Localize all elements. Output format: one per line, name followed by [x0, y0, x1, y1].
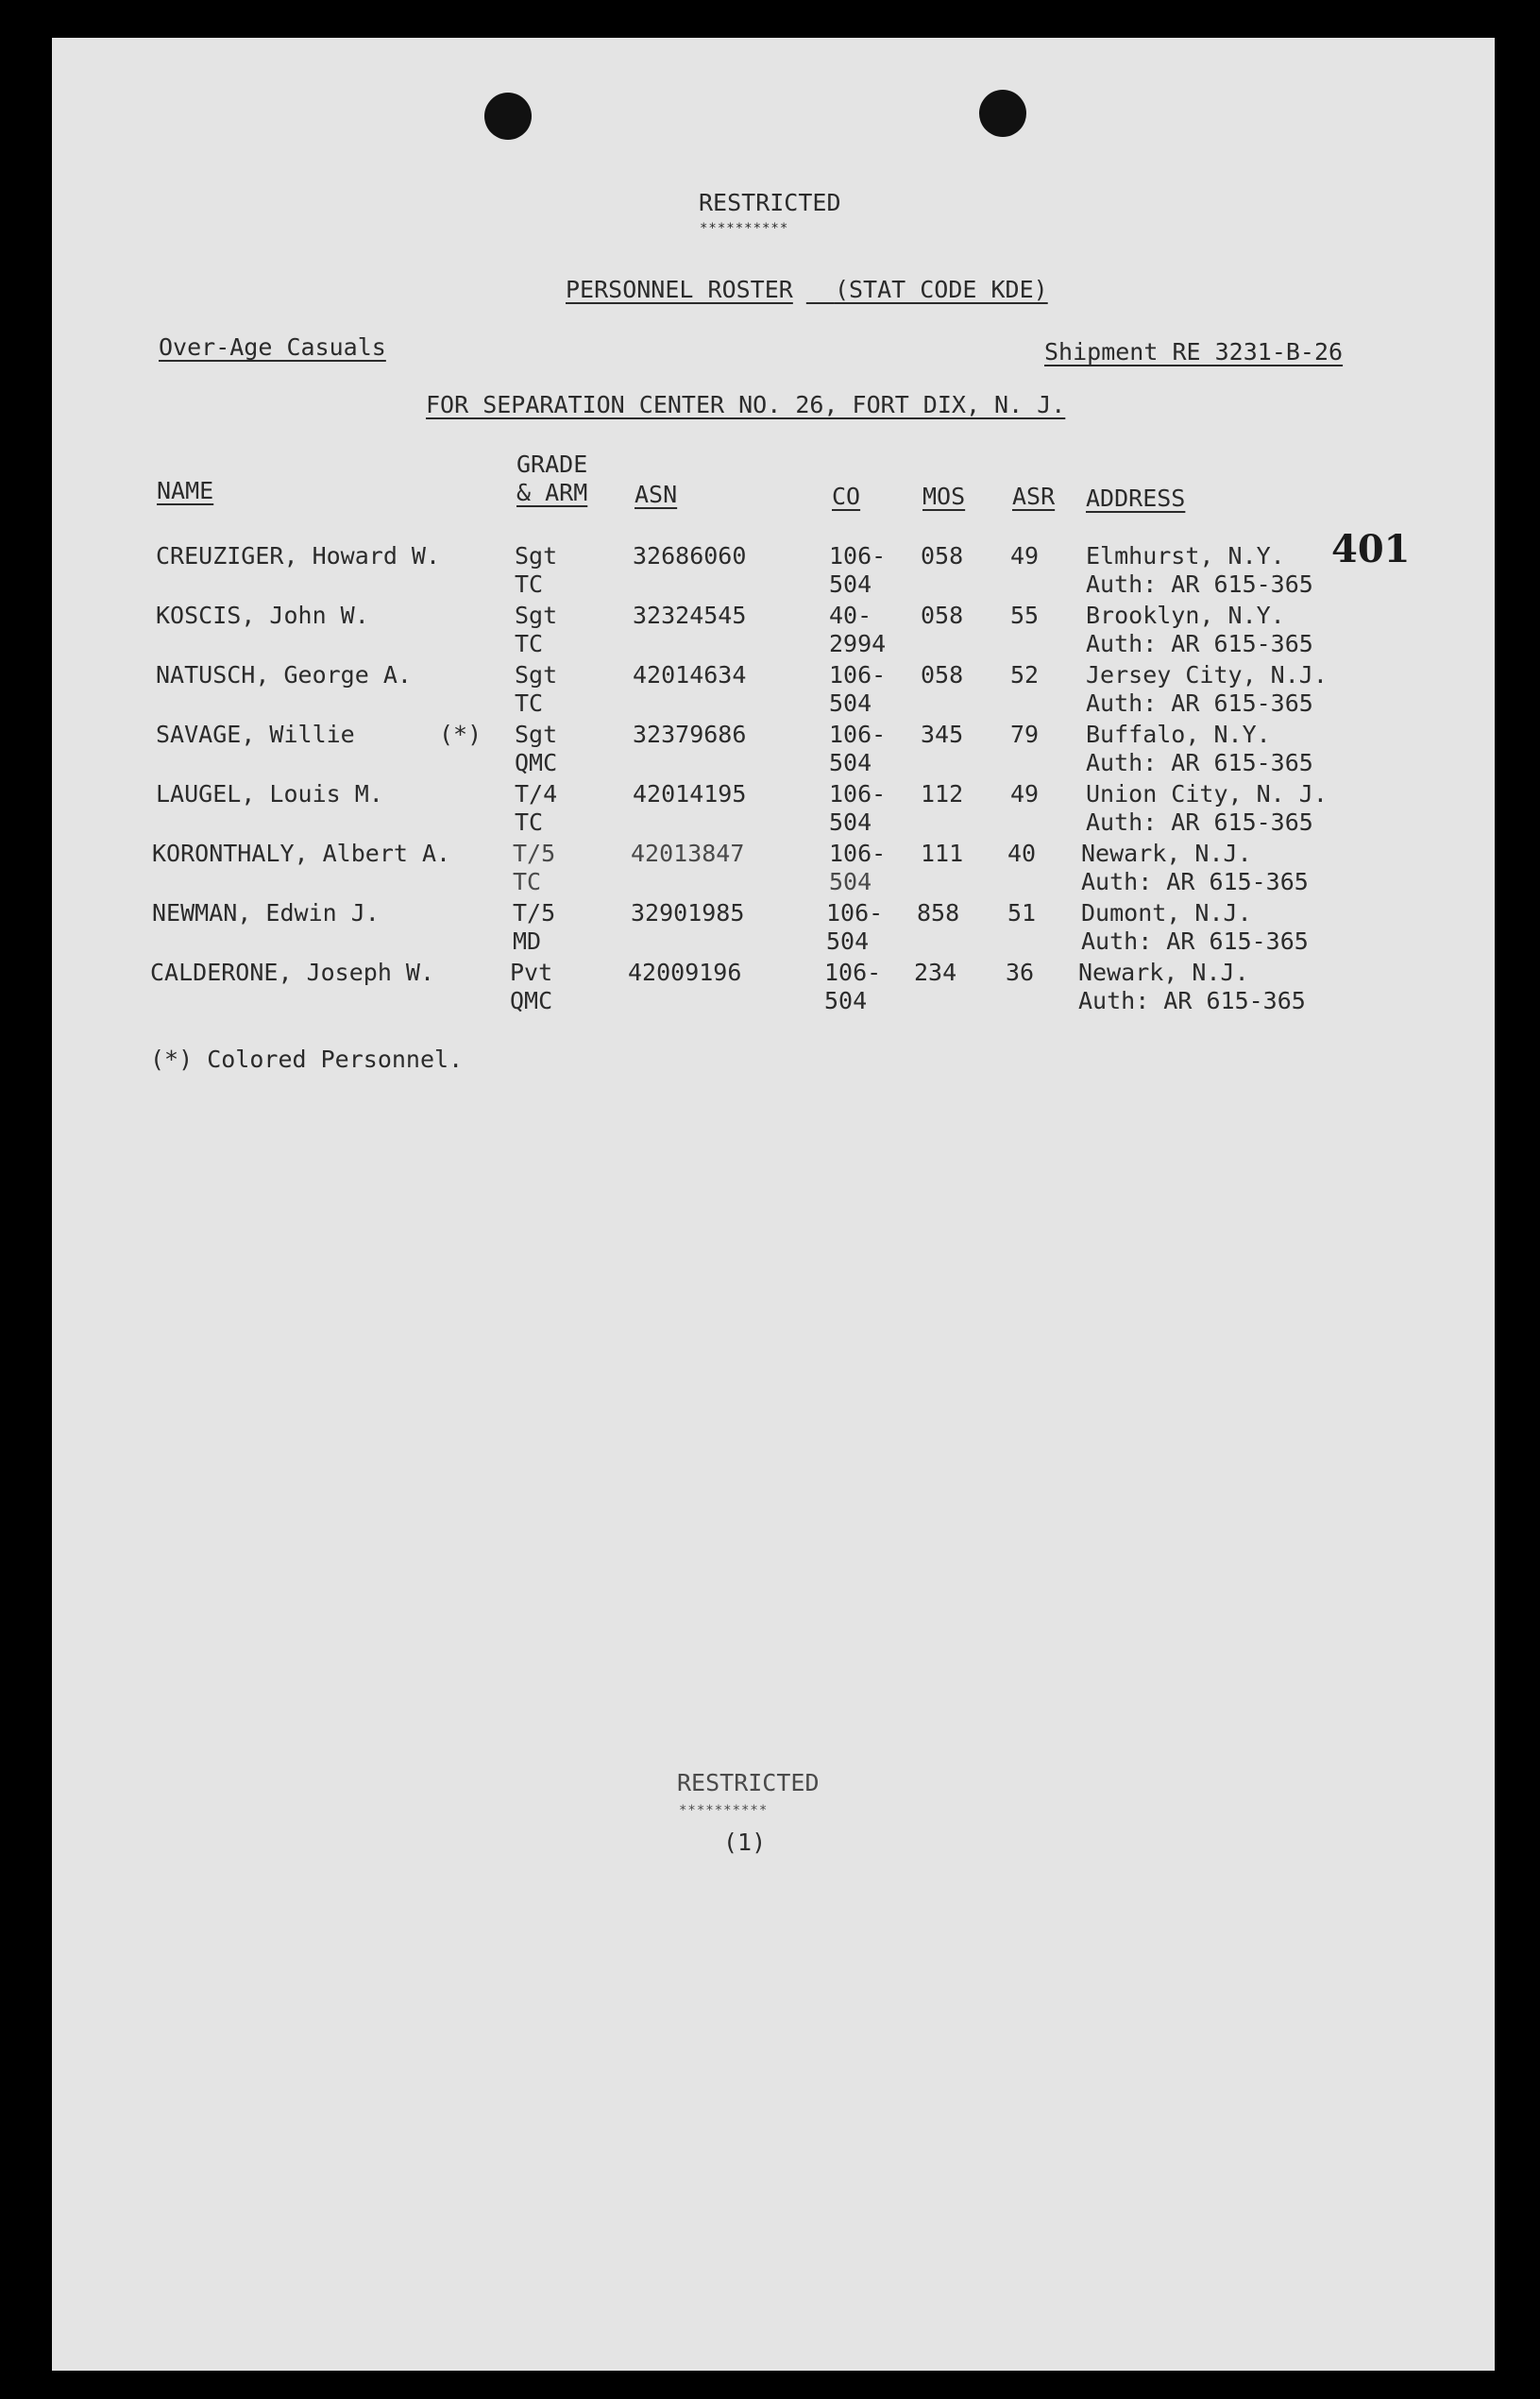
row-name: NEWMAN, Edwin J.	[152, 899, 380, 927]
shipment-label: Shipment RE 3231-B-26	[1044, 338, 1344, 366]
col-header-mos: MOS	[922, 483, 966, 510]
col-header-name: NAME	[157, 477, 214, 504]
row-mark: (*)	[439, 721, 482, 748]
roster-title-spacer	[793, 276, 835, 303]
row-co-line1: 106-	[826, 899, 884, 927]
row-arm-text: QMC	[510, 987, 553, 1014]
row-grade	[513, 899, 555, 956]
row-co-line1: 106-	[824, 959, 882, 986]
row-auth-text: Auth: AR 615-365	[1086, 630, 1313, 657]
row-asr: 36	[1006, 959, 1035, 986]
table-row	[52, 602, 1495, 660]
bottom-classification: RESTRICTED	[677, 1769, 820, 1796]
row-co-line1: 106-	[829, 661, 887, 689]
row-asr: 51	[1007, 899, 1037, 927]
row-grade	[515, 780, 557, 837]
row-asn: 42014195	[633, 780, 747, 808]
row-co	[829, 661, 886, 718]
row-asn: 42014634	[633, 661, 747, 689]
row-arm-text: TC	[515, 808, 544, 836]
row-co	[824, 959, 881, 1015]
row-address-text: Elmhurst, N.Y.	[1086, 542, 1285, 570]
row-mos: 058	[921, 602, 964, 629]
table-row	[52, 899, 1495, 958]
row-grade-text: Sgt	[515, 661, 558, 689]
row-auth-text: Auth: AR 615-365	[1081, 868, 1309, 895]
row-grade-text: T/5	[513, 899, 556, 927]
row-grade	[515, 542, 557, 599]
table-row	[52, 959, 1495, 1017]
row-asn: 42009196	[628, 959, 742, 986]
row-co-line2: 504	[829, 570, 872, 598]
row-arm-text: QMC	[515, 749, 558, 776]
row-auth-text: Auth: AR 615-365	[1081, 927, 1309, 955]
row-address	[1086, 721, 1313, 777]
row-asn: 32901985	[631, 899, 745, 927]
col-header-co: CO	[832, 483, 861, 510]
row-arm-text: TC	[515, 570, 544, 598]
row-name: CALDERONE, Joseph W.	[150, 959, 435, 986]
row-arm-text: TC	[513, 868, 542, 895]
row-grade-text: T/4	[515, 780, 558, 808]
col-header-grade: GRADE	[516, 451, 588, 478]
row-grade	[515, 661, 557, 718]
row-address	[1086, 542, 1313, 599]
table-row	[52, 780, 1495, 839]
row-co-line2: 504	[829, 689, 872, 717]
row-grade-text: Sgt	[515, 542, 558, 570]
row-auth-text: Auth: AR 615-365	[1086, 808, 1313, 836]
roster-title-text: PERSONNEL ROSTER	[566, 276, 793, 303]
row-name: CREUZIGER, Howard W.	[156, 542, 441, 570]
row-mos: 111	[921, 840, 964, 867]
row-co	[826, 899, 883, 956]
row-name: NATUSCH, George A.	[156, 661, 412, 689]
top-stars: **********	[700, 221, 789, 236]
document-page	[52, 38, 1495, 2371]
top-classification: RESTRICTED	[699, 189, 841, 216]
row-grade	[510, 959, 552, 1015]
row-grade-text: Sgt	[515, 602, 558, 629]
row-mos: 112	[921, 780, 964, 808]
row-grade	[515, 602, 557, 658]
col-header-asn: ASN	[635, 481, 678, 508]
row-grade-text: Sgt	[515, 721, 558, 748]
table-row	[52, 542, 1495, 601]
row-address	[1086, 602, 1313, 658]
row-auth-text: Auth: AR 615-365	[1078, 987, 1306, 1014]
table-row	[52, 661, 1495, 720]
row-name: LAUGEL, Louis M.	[156, 780, 383, 808]
row-arm-text: TC	[515, 689, 544, 717]
row-asr: 49	[1010, 780, 1040, 808]
row-grade	[515, 721, 557, 777]
row-address-text: Jersey City, N.J.	[1086, 661, 1328, 689]
row-co	[829, 542, 886, 599]
row-asr: 52	[1010, 661, 1040, 689]
row-mos: 058	[921, 542, 964, 570]
row-address	[1078, 959, 1306, 1015]
row-co-line1: 106-	[829, 542, 887, 570]
col-header-asr: ASR	[1012, 483, 1056, 510]
row-mos: 234	[914, 959, 957, 986]
row-asr: 79	[1010, 721, 1040, 748]
col-header-arm: & ARM	[516, 479, 588, 506]
footnote: (*) Colored Personnel.	[150, 1046, 464, 1073]
row-name: KOSCIS, John W.	[156, 602, 369, 629]
row-name: SAVAGE, Willie	[156, 721, 355, 748]
col-header-address: ADDRESS	[1086, 485, 1186, 512]
punch-hole-left	[484, 93, 532, 140]
row-address-text: Dumont, N.J.	[1081, 899, 1252, 927]
row-arm-text: TC	[515, 630, 544, 657]
row-address	[1081, 899, 1309, 956]
row-co-line1: 106-	[829, 840, 887, 867]
row-address-text: Buffalo, N.Y.	[1086, 721, 1271, 748]
row-grade-text: T/5	[513, 840, 556, 867]
page-number: (1)	[723, 1829, 767, 1856]
row-address-text: Newark, N.J.	[1078, 959, 1249, 986]
row-address	[1086, 661, 1328, 718]
table-row	[52, 840, 1495, 898]
row-asn: 32324545	[633, 602, 747, 629]
punch-hole-right	[979, 90, 1026, 137]
row-co-line1: 40-	[829, 602, 872, 629]
row-asr: 49	[1010, 542, 1040, 570]
row-co-line2: 2994	[829, 630, 887, 657]
row-co-line2: 504	[829, 868, 872, 895]
row-co-line2: 504	[824, 987, 868, 1014]
row-address	[1086, 780, 1328, 837]
row-address-text: Newark, N.J.	[1081, 840, 1252, 867]
row-asr: 40	[1007, 840, 1037, 867]
destination-line: FOR SEPARATION CENTER NO. 26, FORT DIX, N. J.	[426, 391, 1066, 418]
row-asn: 42013847	[631, 840, 745, 867]
row-co	[829, 840, 886, 896]
row-arm-text: MD	[513, 927, 542, 955]
row-address-text: Brooklyn, N.Y.	[1086, 602, 1285, 629]
group-label: Over-Age Casuals	[159, 333, 386, 361]
row-co-line2: 504	[826, 927, 870, 955]
row-asr: 55	[1010, 602, 1040, 629]
row-name: KORONTHALY, Albert A.	[152, 840, 451, 867]
row-co-line1: 106-	[829, 721, 887, 748]
row-mos: 058	[921, 661, 964, 689]
row-auth-text: Auth: AR 615-365	[1086, 689, 1313, 717]
row-auth-text: Auth: AR 615-365	[1086, 749, 1313, 776]
row-co	[829, 602, 886, 658]
row-address-text: Union City, N. J.	[1086, 780, 1328, 808]
row-mos: 345	[921, 721, 964, 748]
page-stamp-number: 401	[1331, 527, 1411, 571]
stat-code: (STAT CODE KDE)	[834, 276, 1048, 303]
row-co-line2: 504	[829, 749, 872, 776]
row-grade-text: Pvt	[510, 959, 553, 986]
table-row	[52, 721, 1495, 779]
bottom-stars: **********	[679, 1803, 769, 1818]
row-auth-text: Auth: AR 615-365	[1086, 570, 1313, 598]
row-asn: 32686060	[633, 542, 747, 570]
row-address	[1081, 840, 1309, 896]
row-co-line1: 106-	[829, 780, 887, 808]
row-co	[829, 721, 886, 777]
row-mos: 858	[917, 899, 960, 927]
roster-title	[566, 276, 1048, 303]
row-asn: 32379686	[633, 721, 747, 748]
row-co-line2: 504	[829, 808, 872, 836]
row-co	[829, 780, 886, 837]
row-grade	[513, 840, 555, 896]
